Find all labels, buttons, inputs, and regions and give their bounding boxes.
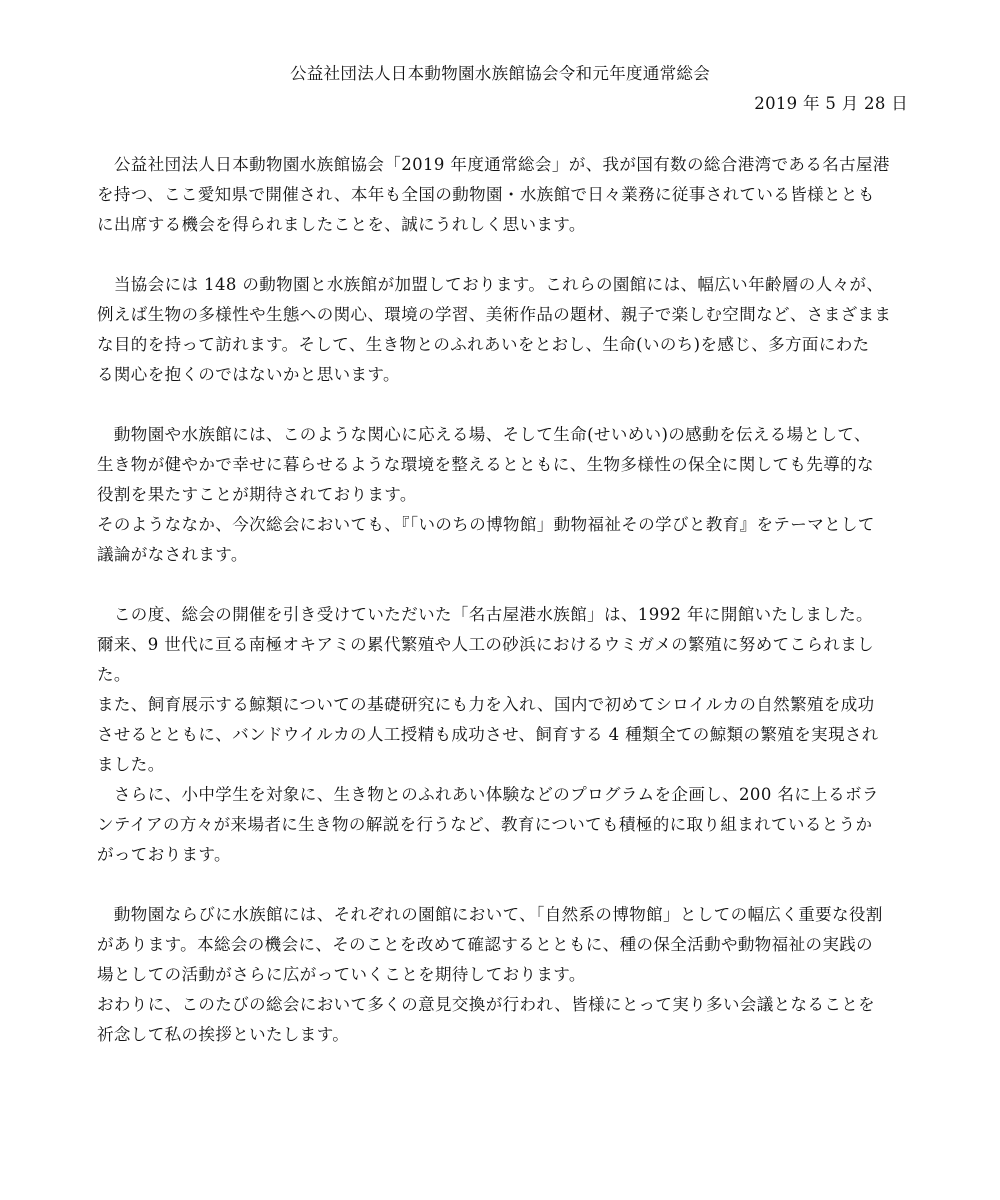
text-line: 動物園や水族館には、このような関心に応える場、そして生命(せいめい)の感動を伝える場として、 [97, 425, 871, 444]
text-line: 当協会には 148 の動物園と水族館が加盟しております。これらの園館には、幅広い年齢層の人々が、 [97, 275, 884, 294]
text-line: ました。 [97, 755, 165, 774]
text-line: な目的を持って訪れます。そして、生き物とのふれあいをとおし、生命(いのち)を感じ、多方面にわた [97, 335, 870, 354]
text-line: この度、総会の開催を引き受けていただいた「名古屋港水族館」は、1992 年に開館いたしました。 [97, 605, 873, 624]
paragraph-4 [97, 600, 907, 870]
text-line: 例えば生物の多様性や生態への関心、環境の学習、美術作品の題材、親子で楽しむ空間など、さまざまま [97, 305, 892, 324]
text-line: 場としての活動がさらに広がっていくことを期待しております。 [97, 965, 586, 984]
text-line: ンテイアの方々が来場者に生き物の解説を行うなど、教育についても積極的に取り組まれているとうか [97, 815, 873, 834]
document-title: 公益社団法人日本動物園水族館協会令和元年度通常総会 [290, 64, 710, 83]
text-line: さらに、小中学生を対象に、生き物とのふれあい体験などのプログラムを企画し、200 名に上るボラ [97, 785, 879, 804]
text-line: があります。本総会の機会に、そのことを改めて確認するとともに、種の保全活動や動物福祉の実践の [97, 935, 874, 954]
paragraph-5 [97, 900, 907, 1050]
text-line: に出席する機会を得られましたことを、誠にうれしく思います。 [97, 215, 586, 234]
text-line: る関心を抱くのではないかと思います。 [97, 365, 400, 384]
text-line: を持つ、ここ愛知県で開催され、本年も全国の動物園・水族館で日々業務に従事されている皆様ととも [97, 185, 875, 204]
text-line: がっております。 [97, 845, 231, 864]
text-line: させるとともに、バンドウイルカの人工授精も成功させ、飼育する 4 種類全ての鯨類の繁殖を実現され [97, 725, 879, 744]
paragraph-3 [97, 420, 907, 570]
text-line: おわりに、このたびの総会において多くの意見交換が行われ、皆様にとって実り多い会議となることを [97, 995, 876, 1014]
text-line: そのようななか、今次総会においても、『「いのちの博物館」動物福祉その学びと教育』をテーマとして [97, 515, 875, 534]
text-line: 祈念して私の挨拶といたします。 [97, 1025, 350, 1044]
text-line: 公益社団法人日本動物園水族館協会「2019 年度通常総会」が、我が国有数の総合港湾である名古屋港 [97, 155, 890, 174]
text-line: 動物園ならびに水族館には、それぞれの園館において、「自然系の博物館」としての幅広く重要な役割 [97, 905, 883, 924]
text-line: 生き物が健やかで幸せに暮らせるような環境を整えるとともに、生物多様性の保全に関しても先導的な [97, 455, 874, 474]
text-line: 爾来、9 世代に亘る南極オキアミの累代繁殖や人工の砂浜におけるウミガメの繁殖に努めてこられまし [97, 635, 875, 654]
text-line: た。 [97, 665, 131, 684]
paragraph-1 [97, 150, 907, 240]
text-line: 議論がなされます。 [97, 545, 248, 564]
document-body [97, 150, 907, 1050]
text-line: 役割を果たすことが期待されております。 [97, 485, 417, 504]
text-line: また、飼育展示する鯨類についての基礎研究にも力を入れ、国内で初めてシロイルカの自然繁殖を成功 [97, 695, 875, 714]
paragraph-2 [97, 270, 907, 390]
document-date: 2019 年 5 月 28 日 [754, 94, 908, 113]
